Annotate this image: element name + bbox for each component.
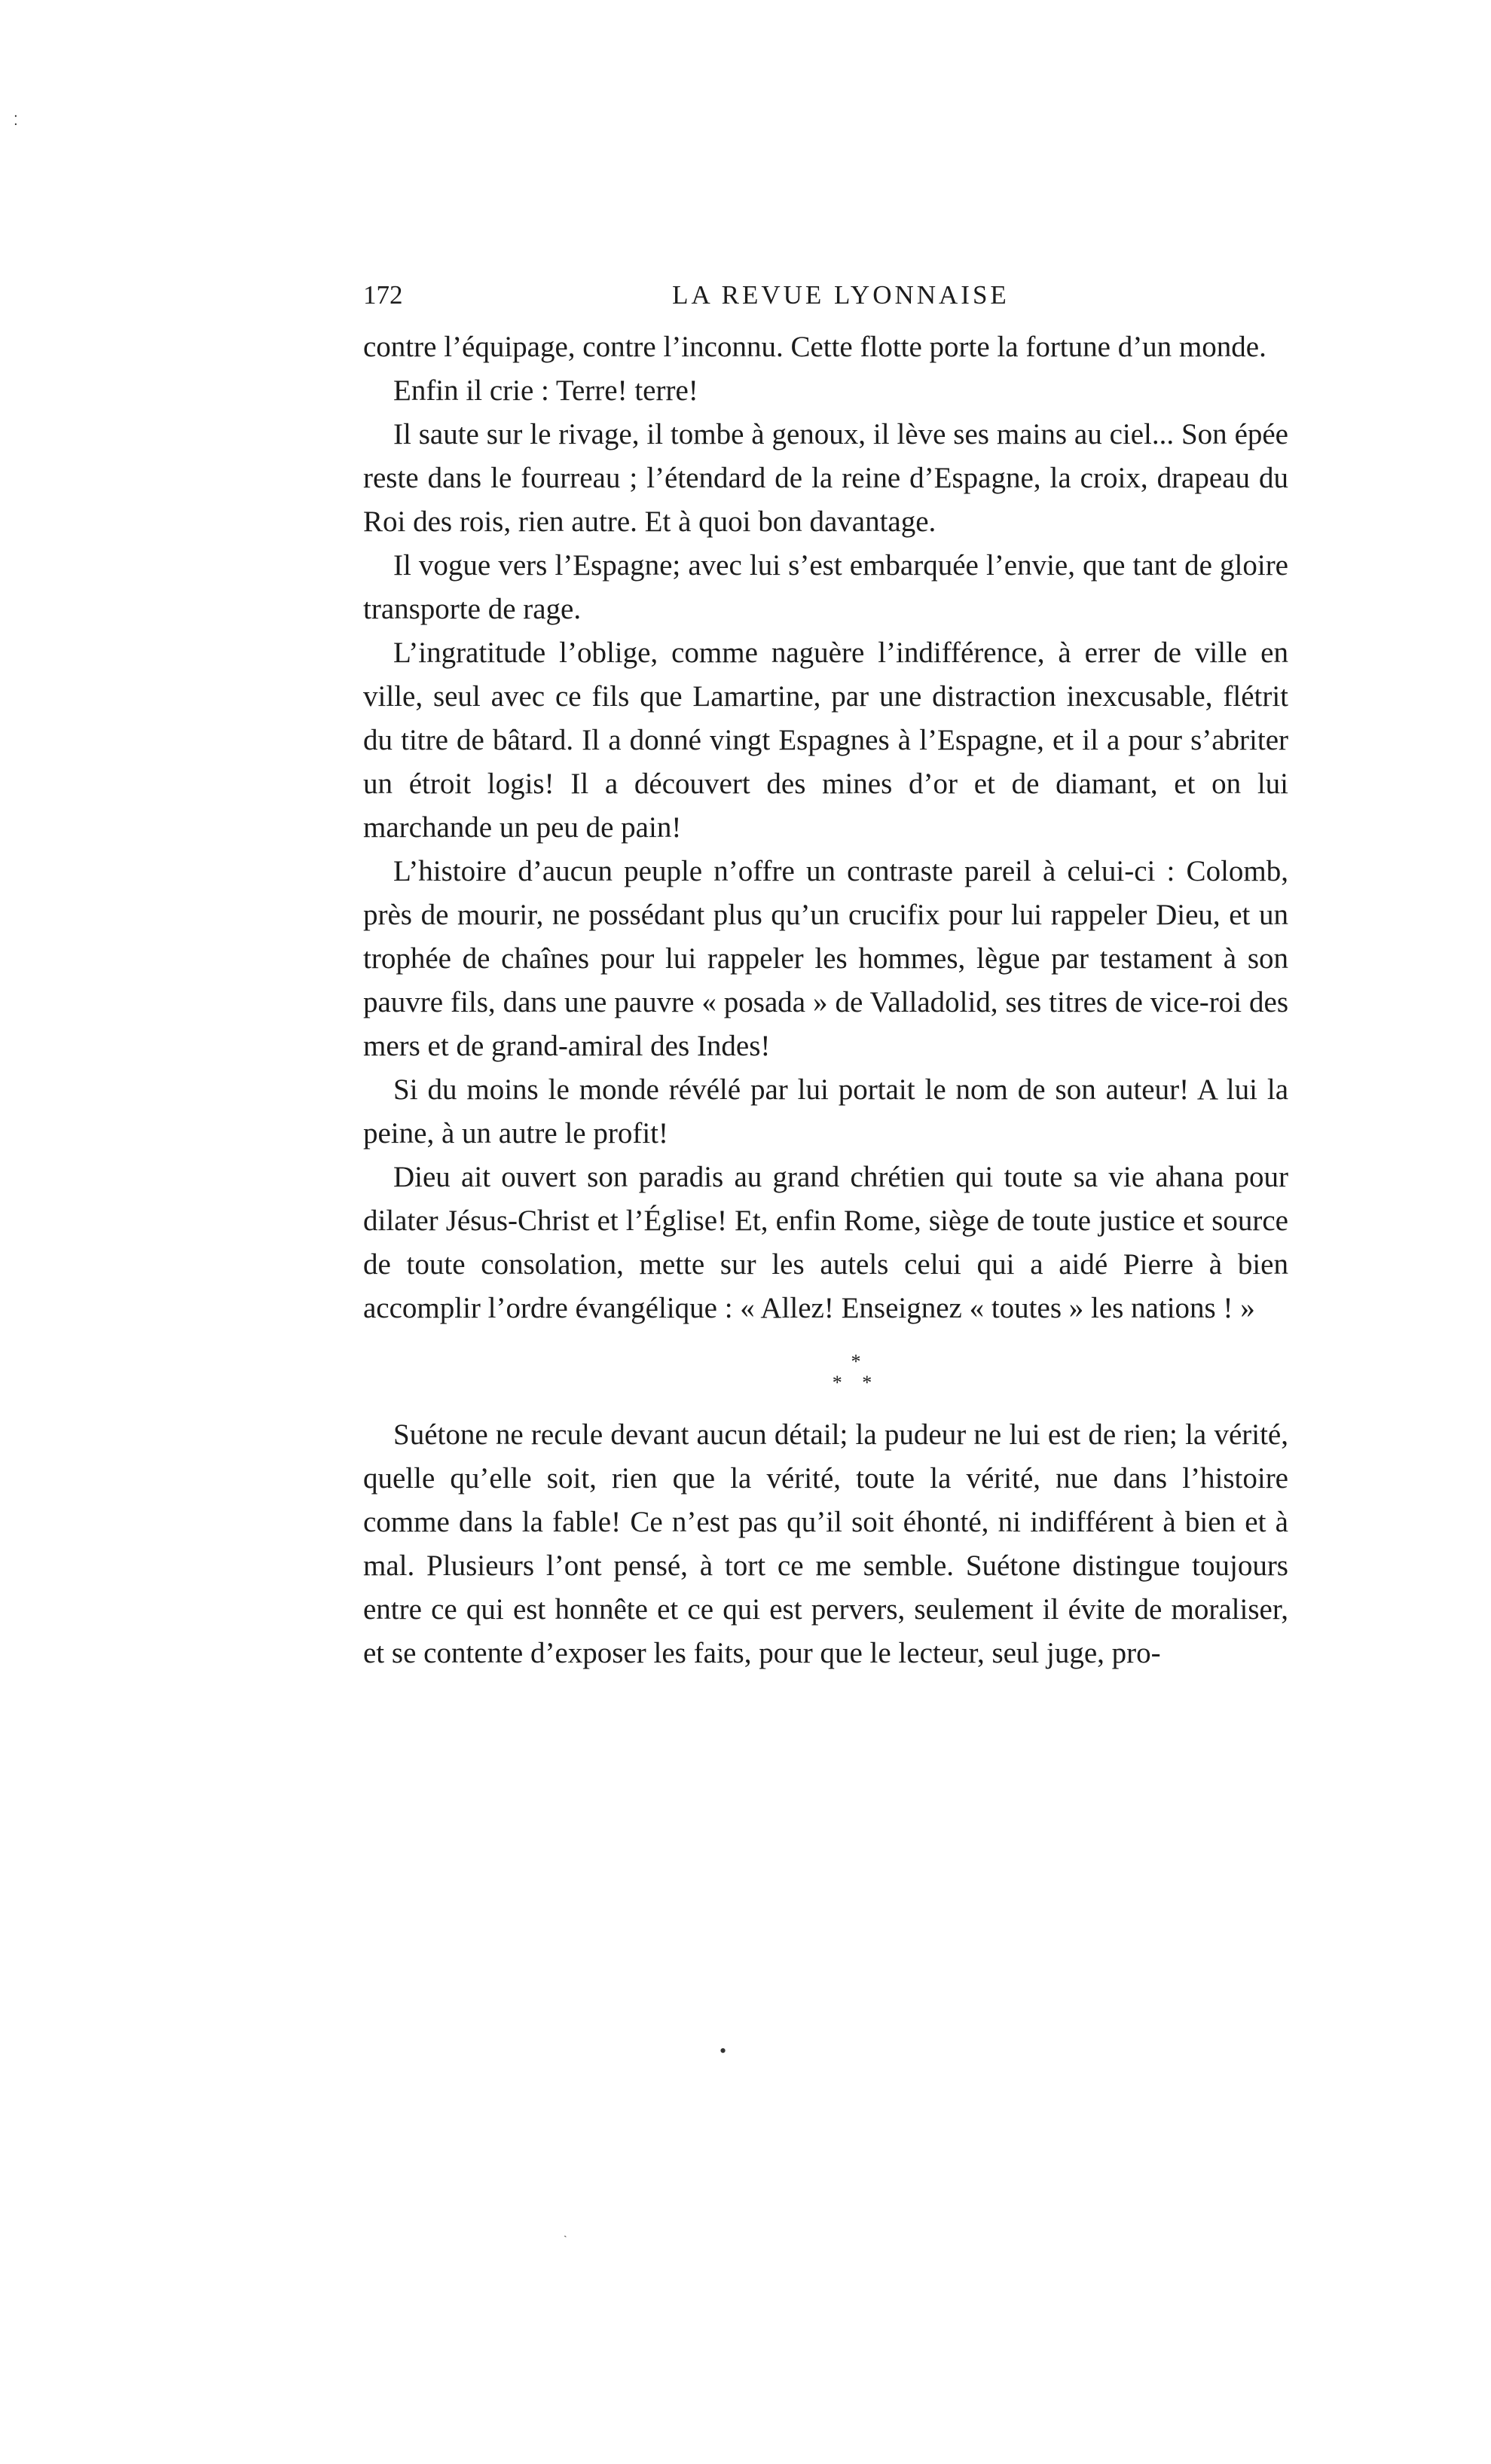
journal-title: LA REVUE LYONNAISE: [672, 280, 1010, 310]
paragraph: Enfin il crie : Terre! terre!: [393, 374, 698, 407]
running-head: [363, 280, 1288, 325]
paragraph: Il saute sur le rivage, il tombe à genoux, il lève ses mains au ciel... Son épée reste dans le fourreau ; l’étendard de la reine d’Espagne, la croix, drapeau du Roi des rois, rien autre. Et à quoi bon davantage.: [363, 418, 1288, 538]
paragraph: Suétone ne recule devant aucun détail; la pudeur ne lui est de rien; la vérité, quelle qu’elle soit, rien que la vérité, toute la vérité, nue dans l’histoire comme dans la fable! Ce n’est pas qu’il soit éhonté, ni indifférent à bien et à mal. Plusieurs l’ont pensé, à tort ce me semble. Suétone distingue toujours entre ce qui est honnête et ce qui est pervers, seulement il évite de moraliser, et se contente d’exposer les faits, pour que le lecteur, seul juge, pro-: [363, 1418, 1288, 1669]
paragraph: L’ingratitude l’oblige, comme naguère l’indifférence, à errer de ville en ville, seul avec ce fils que Lamartine, par une distraction inexcusable, flétrit du titre de bâtard. Il a donné vingt Espagnes à l’Espagne, et il a pour s’abriter un étroit logis! Il a découvert des mines d’or et de diamant, et on lui marchande un peu de pain!: [363, 637, 1288, 844]
ink-speck-bottom: •: [720, 2040, 727, 2062]
paragraph: Il vogue vers l’Espagne; avec lui s’est embarquée l’envie, que tant de gloire transporte de rage.: [363, 549, 1288, 625]
text-section-suetone: [363, 1413, 1288, 1675]
paragraph: contre l’équipage, contre l’inconnu. Cette flotte porte la fortune d’un monde.: [363, 331, 1266, 363]
page-number: 172: [363, 280, 403, 310]
paragraph: Si du moins le monde révélé par lui portait le nom de son auteur! A lui la peine, à un autre le profit!: [363, 1073, 1288, 1150]
asterism-bottom: * *: [832, 1372, 880, 1394]
paragraph: L’histoire d’aucun peuple n’offre un contraste pareil à celui-ci : Colomb, près de mourir, ne possédant plus qu’un crucifix pour lui rappeler Dieu, et un trophée de chaînes pour lui rappeler les hommes, lègue par testament à son pauvre fils, dans une pauvre « posada » de Valladolid, ses titres de vice-roi des mers et de grand-amiral des Indes!: [363, 855, 1288, 1062]
asterism-top: *: [851, 1351, 861, 1372]
section-separator-asterism: [363, 1351, 1288, 1394]
ink-speck-bottom-small: ˎ: [564, 2227, 567, 2238]
margin-speck-top-left: ⁚: [14, 113, 18, 128]
paragraph: Dieu ait ouvert son paradis au grand chrétien qui toute sa vie ahana pour dilater Jésus-Christ et l’Église! Et, enfin Rome, siège de toute justice et source de toute consolation, mette sur les autels celui qui a aidé Pierre à bien accomplir l’ordre évangélique : « Allez! Enseignez « toutes » les nations ! »: [363, 1161, 1288, 1324]
text-section-columbus: [363, 325, 1288, 1330]
book-page: [363, 280, 1288, 1675]
